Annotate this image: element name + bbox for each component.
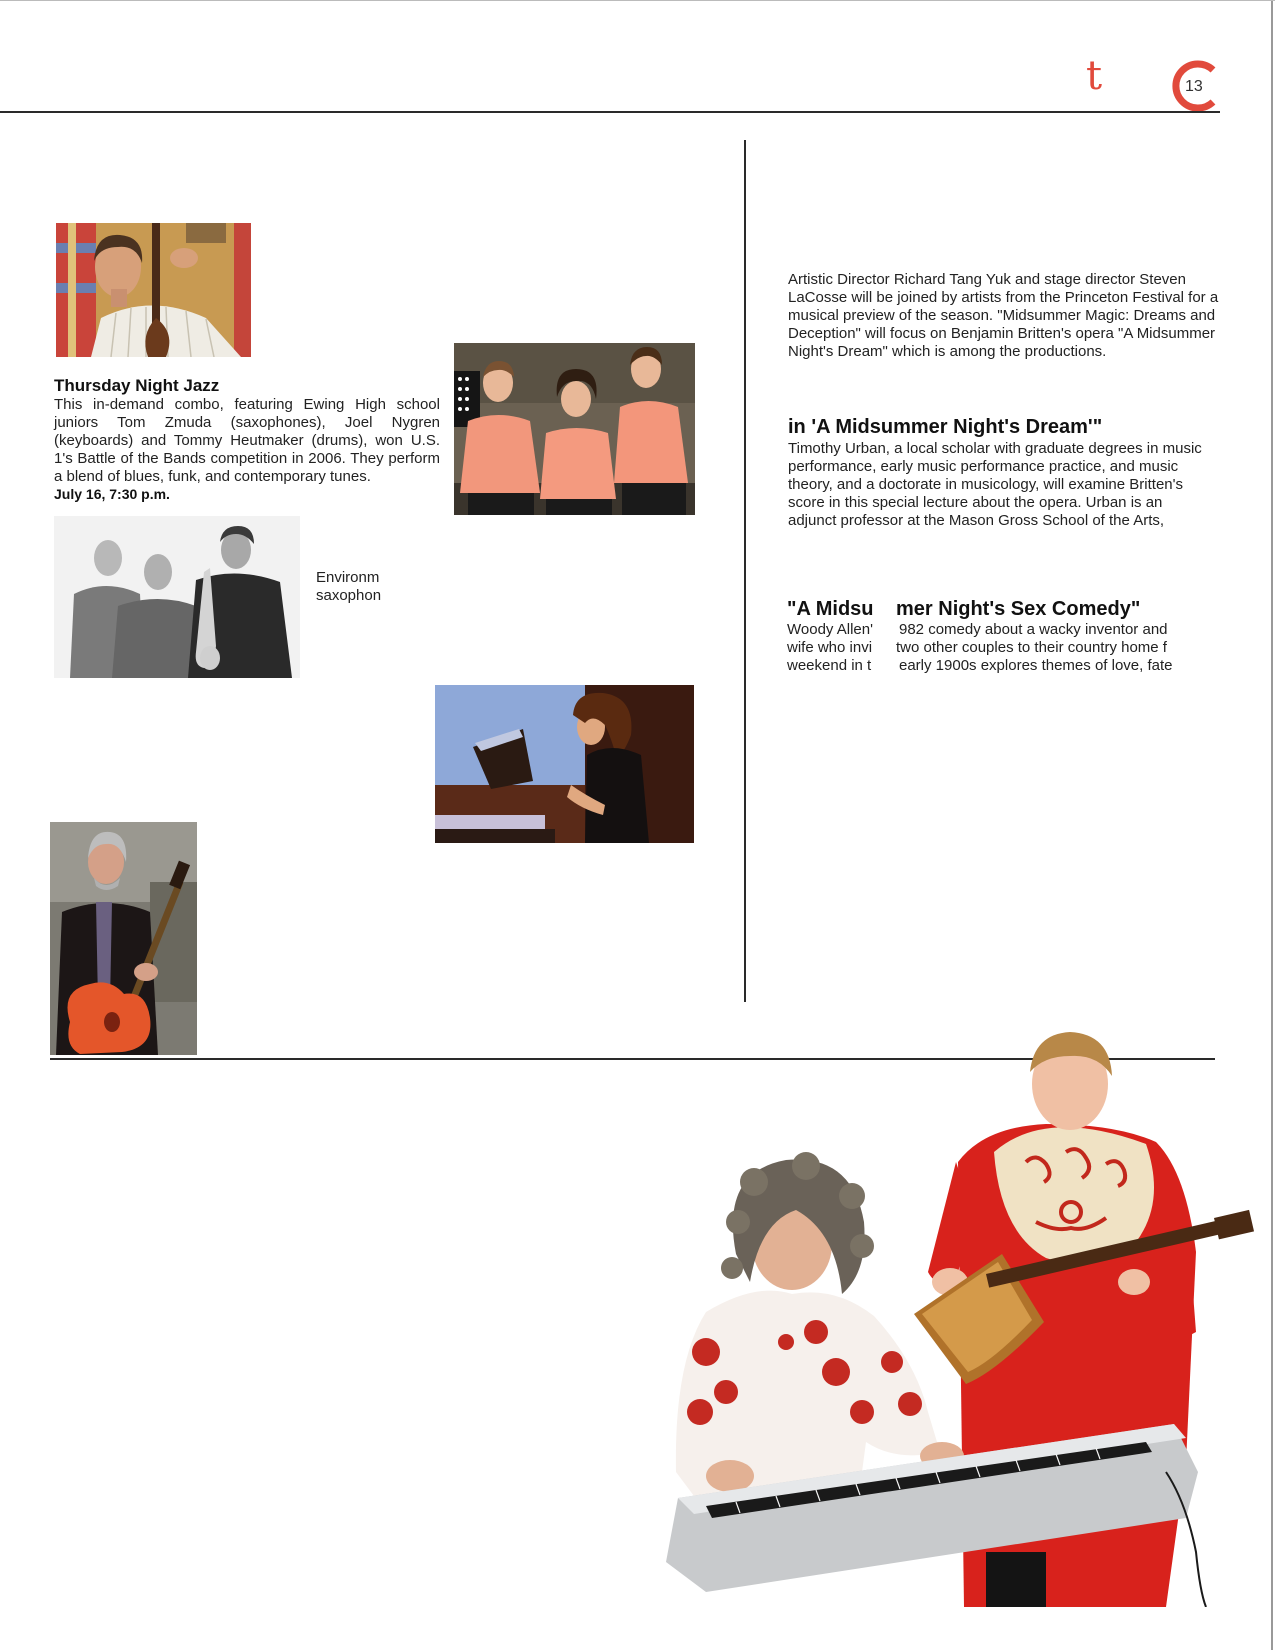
comedy-col-a-line-1: Woody Allen'	[787, 621, 873, 638]
environ-caption-line-2: saxophon	[316, 587, 382, 604]
page-number: 13	[1185, 78, 1203, 95]
lecture-description: Timothy Urban, a local scholar with graduate degrees in music performance, early music performance practice, and music theory, and a doctorate in musicology, will examine Britten's score in this special lecture about the opera. Urban is an adjunct professor at the Mason Gross School of the Arts,	[788, 440, 1202, 529]
preview-paragraph: Artistic Director Richard Tang Yuk and stage director Steven LaCosse will be joined by artists from the Princeton Festival for a musical preview of the season. "Midsummer Magic: Dreams and Deception" will focus on Benjamin Britten's opera "A Midsummer Night's Dream" which is among the productions.	[788, 271, 1219, 360]
jazz-date: July 16, 7:30 p.m.	[54, 486, 170, 502]
comedy-col-b-line-2: two other couples to their country home f	[896, 639, 1167, 656]
jazz-title: Thursday Night Jazz	[54, 376, 220, 395]
guitarist-photo	[50, 822, 197, 1055]
top-edge-rule	[0, 0, 1275, 1]
comedy-col-b-line-1: 982 comedy about a wacky inventor and	[899, 621, 1168, 638]
three-students-photo	[454, 343, 695, 515]
folk-duo-photo	[666, 1032, 1256, 1607]
lecture-heading: in 'A Midsummer Night's Dream'"	[788, 416, 1103, 438]
right-edge-rule	[1271, 0, 1273, 1650]
comedy-heading-part-a: "A Midsu	[787, 598, 874, 620]
header-rule	[0, 111, 1220, 113]
header-letter: t	[1086, 53, 1103, 99]
comedy-heading-part-b: mer Night's Sex Comedy"	[896, 598, 1141, 620]
jazz-description: This in-demand combo, featuring Ewing High school juniors Tom Zmuda (saxophones), Joel Nygren (keyboards) and Tommy Heutmaker (drums), won U.S. 1's Battle of the Bands competition in 2006. They perform a blend of blues, funk, and contemporary tunes.	[54, 396, 440, 485]
jazz-trio-photo	[54, 516, 300, 678]
column-divider	[744, 140, 746, 1002]
comedy-col-b-line-3: early 1900s explores themes of love, fate	[899, 657, 1173, 674]
environ-caption-line-1: Environm	[316, 569, 380, 586]
bass-player-photo	[56, 223, 251, 357]
pianist-photo	[435, 685, 694, 843]
comedy-col-a-line-2: wife who invi	[787, 639, 873, 656]
comedy-col-a-line-3: weekend in t	[787, 657, 872, 674]
